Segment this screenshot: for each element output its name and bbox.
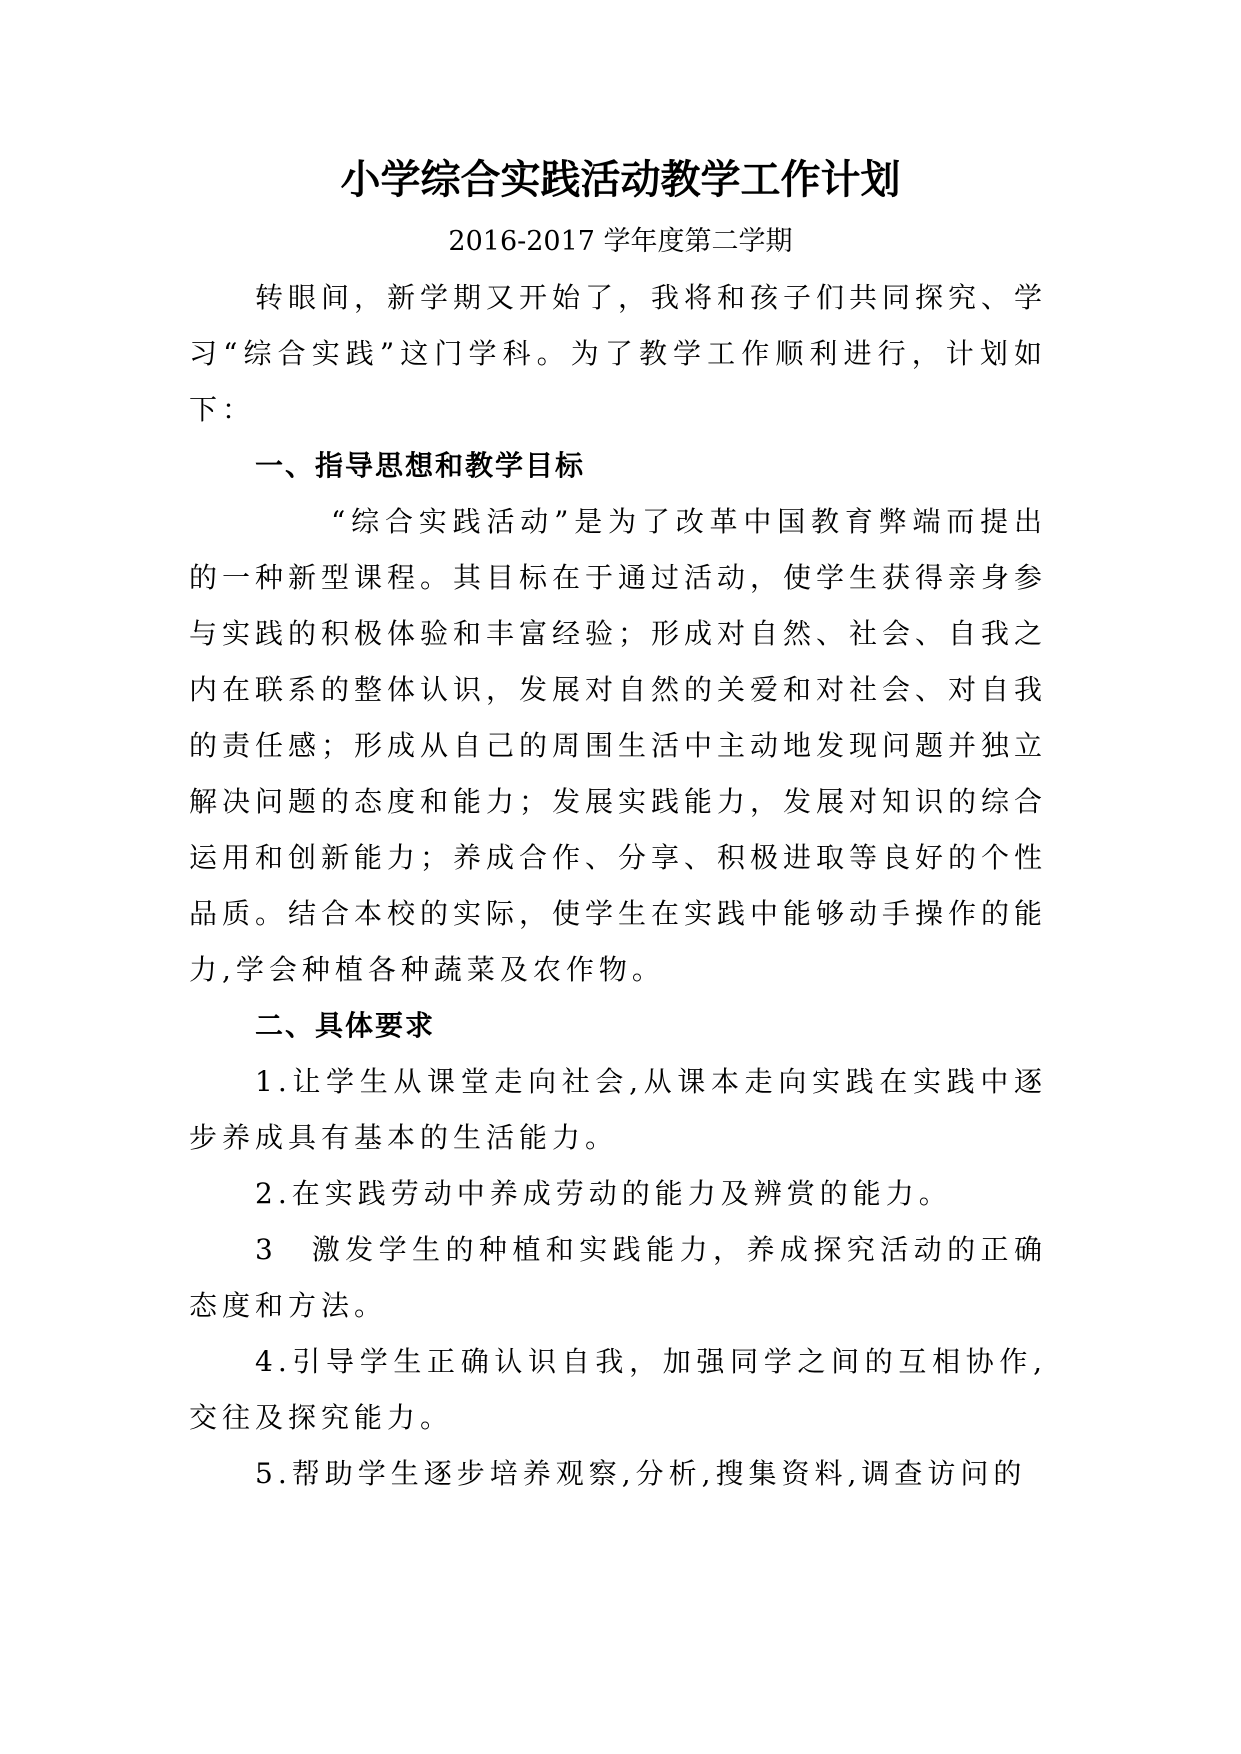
section-heading-requirements: 二、具体要求 (255, 1009, 436, 1042)
requirement-item: 4.引导学生正确认识自我，加强同学之间的互相协作,交往及探究能力。 (189, 1345, 1047, 1434)
requirement-item: 2.在实践劳动中养成劳动的能力及辨赏的能力。 (255, 1177, 952, 1210)
section-heading-guiding-ideas: 一、指导思想和教学目标 (255, 449, 586, 482)
document-subtitle: 2016-2017 学年度第二学期 (448, 226, 793, 257)
document-title: 小学综合实践活动教学工作计划 (340, 157, 901, 203)
section-paragraph-goals: “综合实践活动”是为了改革中国教育弊端而提出的一种新型课程。其目标在于通过活动，使学生获得亲身参与实践的积极体验和丰富经验；形成对自然、社会、自我之内在联系的整体认识，发展对自然的关爱和对社会、对自我的责任感；形成从自己的周围生活中主动地发现问题并独立解决问题的态度和能力；发展实践能力，发展对知识的综合运用和创新能力；养成合作、分享、积极进取等良好的个性品质。结合本校的实际，使学生在实践中能够动手操作的能力,学会种植各种蔬菜及农作物。 (189, 505, 1048, 986)
requirement-item: 5.帮助学生逐步培养观察,分析,搜集资料,调查访问的 (255, 1457, 1027, 1490)
requirement-item: 3 激发学生的种植和实践能力，养成探究活动的正确态度和方法。 (189, 1233, 1047, 1322)
requirement-item: 1.让学生从课堂走向社会,从课本走向实践在实践中逐步养成具有基本的生活能力。 (189, 1065, 1047, 1154)
document-body (189, 270, 1047, 1502)
intro-paragraph: 转眼间，新学期又开始了，我将和孩子们共同探究、学习“综合实践”这门学科。为了教学工作顺利进行，计划如下： (189, 281, 1048, 426)
